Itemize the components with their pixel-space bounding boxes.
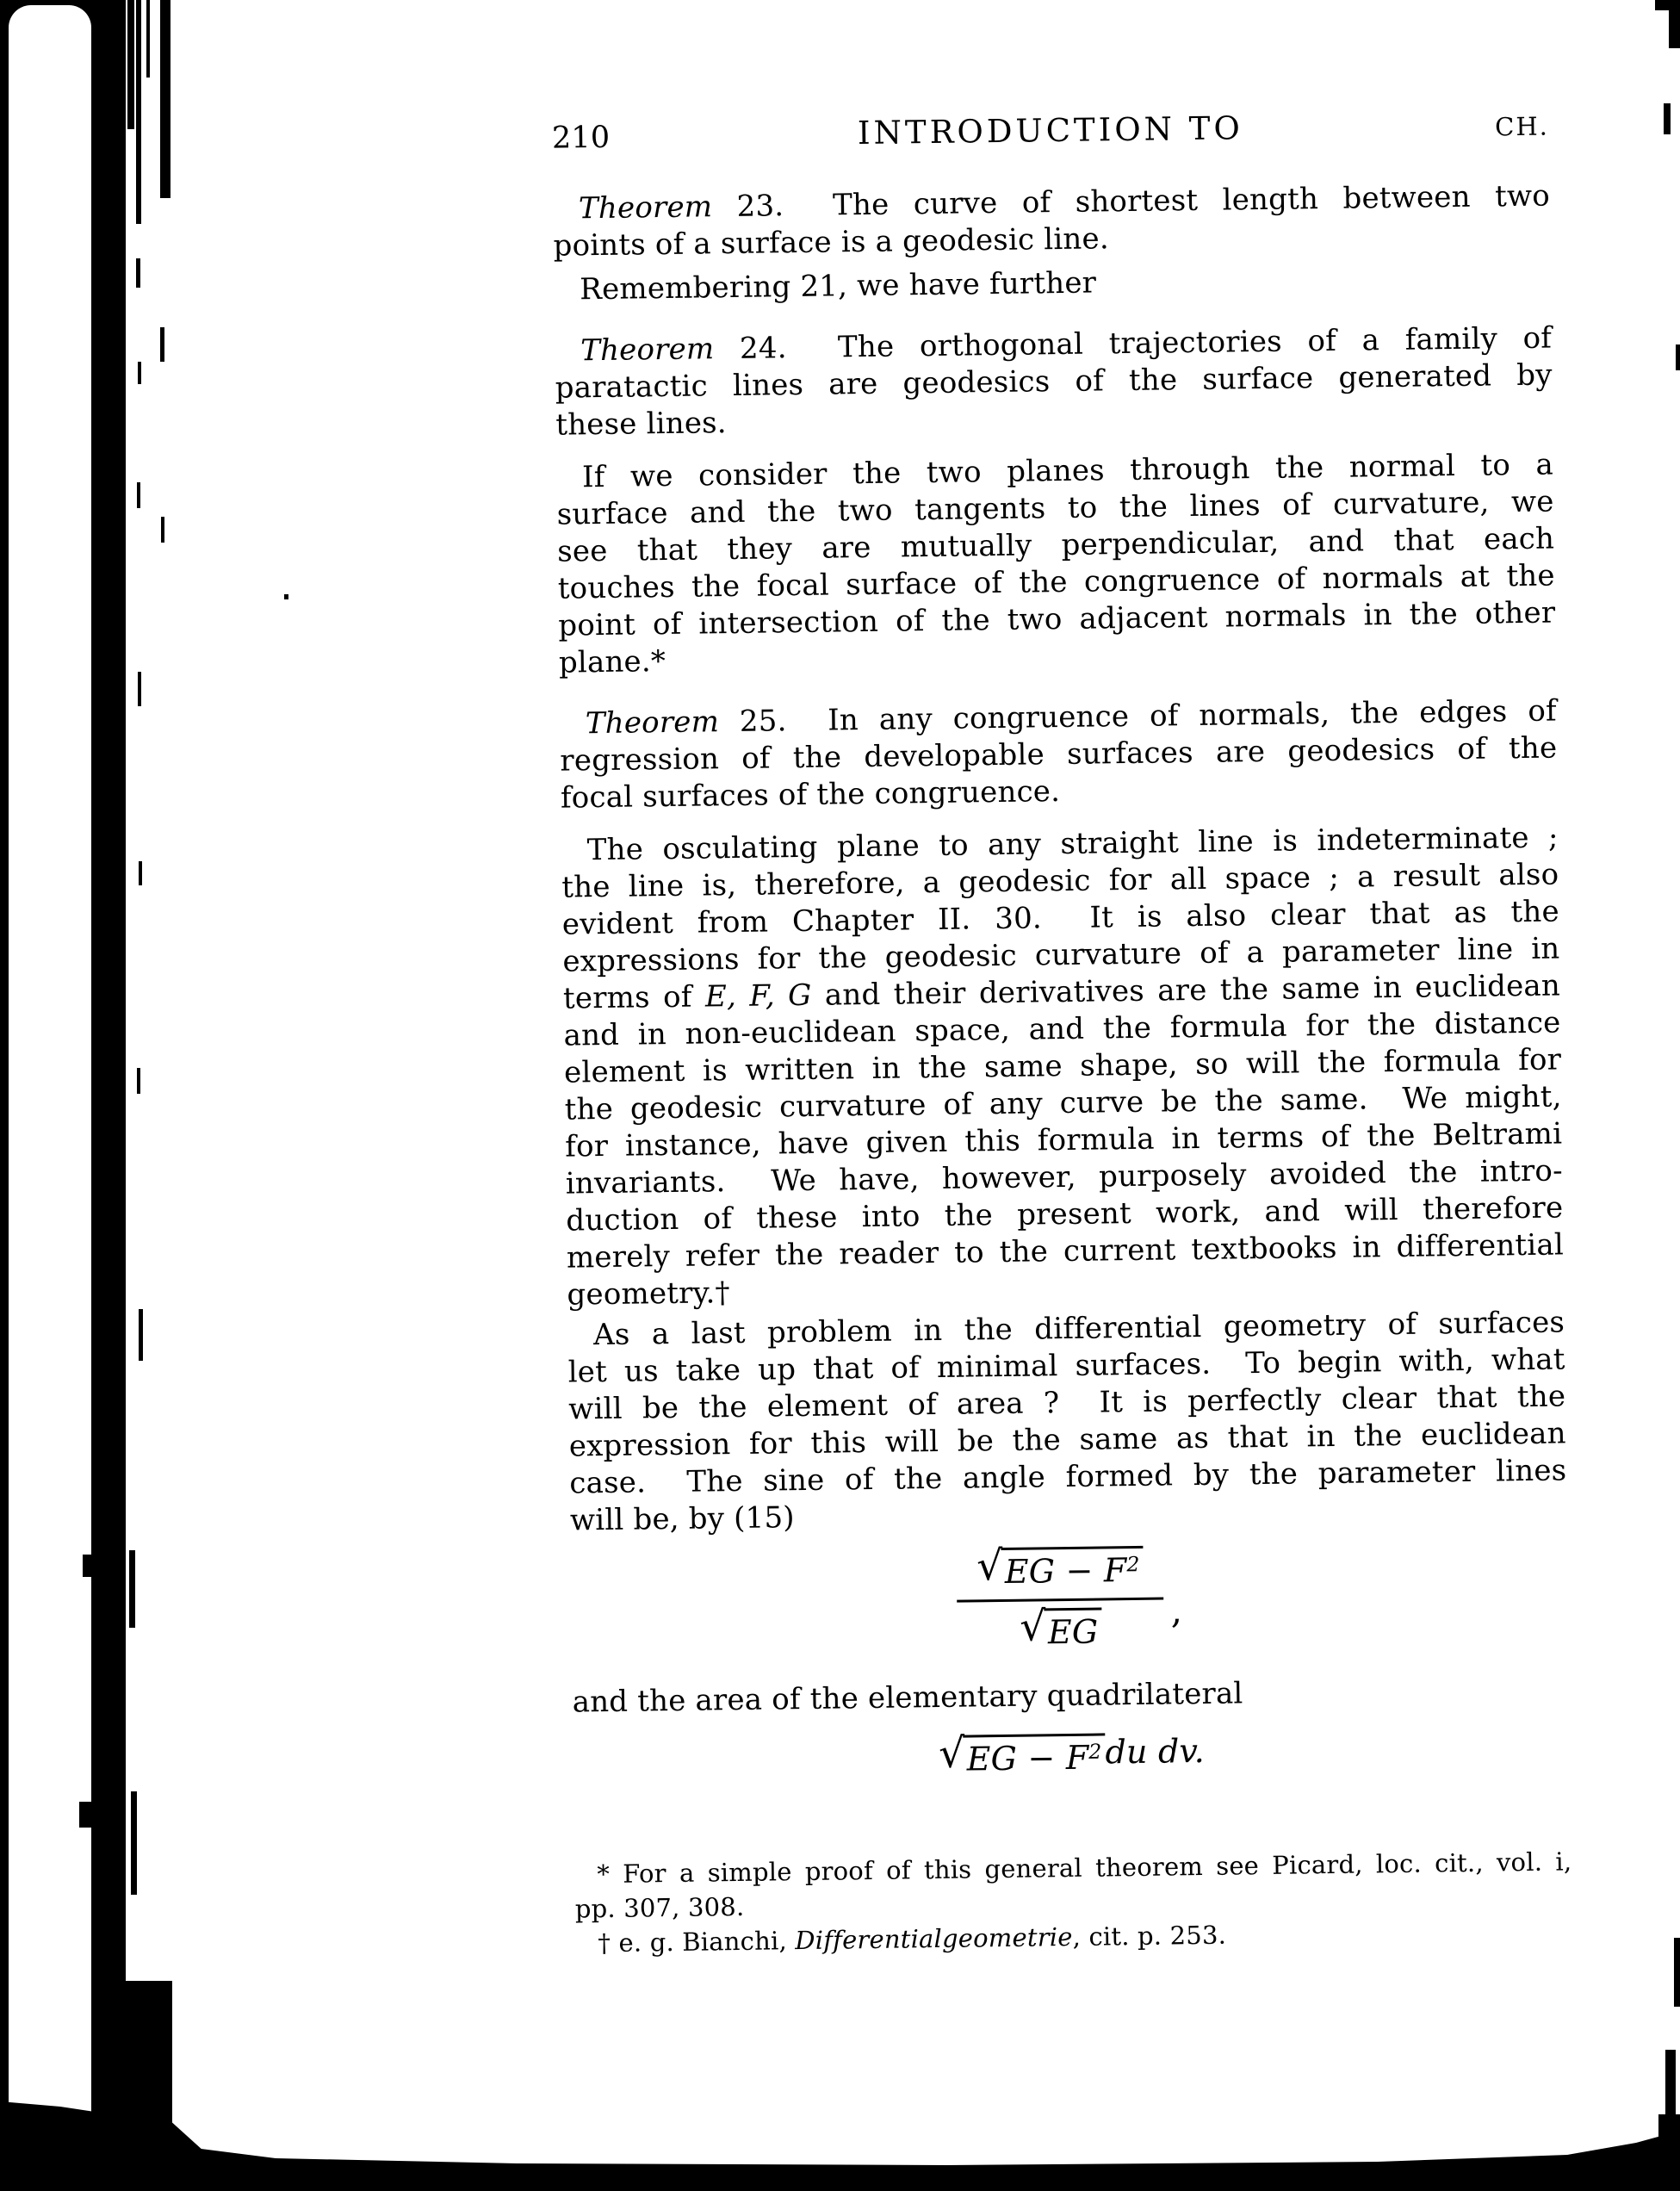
text-line: element is written in the same shape, so will the formula for — [563, 1042, 1562, 1090]
text-line: regression of the developable surfaces are geodesics of the — [560, 730, 1558, 779]
text-line: plane.* — [558, 644, 666, 680]
text-line: focal surfaces of the congruence. — [560, 774, 1061, 816]
text-line: Theorem 25. In any congruence of normals, the edges of — [585, 693, 1558, 742]
text-line: † e. g. Bianchi, Differentialgeometrie, cit. p. 253. — [598, 1920, 1227, 1958]
text-line: duction of these into the present work, and will therefore — [566, 1190, 1564, 1238]
text-line: invariants. We have, however, purposely avoided the intro- — [565, 1153, 1564, 1201]
scan-speck — [1664, 103, 1671, 134]
text-line: surface and the two tangents to the lines of curvature, we — [556, 484, 1554, 532]
radical-sign: √ — [976, 1542, 1004, 1591]
scan-streak — [131, 1791, 137, 1895]
scan-streak — [127, 0, 134, 129]
text-line: and in non-euclidean space, and the formula for the distance — [563, 1005, 1561, 1053]
paragraph-as-last-problem — [567, 1304, 1567, 1539]
scan-bottom-edge — [0, 2101, 1680, 2191]
scan-streak — [139, 1309, 143, 1361]
text-line: these lines. — [555, 406, 728, 443]
text-line: points of a surface is a geodesic line. — [553, 221, 1110, 264]
text-line: and the area of the elementary quadrilateral — [572, 1676, 1243, 1720]
formula-comma: , — [1170, 1588, 1183, 1632]
paragraph-theorem-23 — [553, 178, 1551, 265]
superscript: 2 — [1088, 1739, 1102, 1765]
paragraph-osculating-plane — [561, 819, 1565, 1313]
scan-streak — [137, 1068, 140, 1094]
scan-streak — [160, 0, 170, 198]
scan-left-binding-edge — [0, 0, 126, 2191]
paragraph-if-we-consider — [556, 446, 1556, 681]
paragraph-remembering — [554, 259, 1551, 309]
footnote-picard — [574, 1844, 1572, 1926]
text-line: the line is, therefore, a geodesic for all space ; a result also — [561, 857, 1559, 905]
text-line: point of intersection of the two adjacent normals in the other — [558, 595, 1556, 643]
text-line: let us take up that of minimal surfaces. To begin with, what — [567, 1342, 1565, 1390]
scan-notch — [83, 1555, 95, 1577]
scan-streak — [161, 517, 164, 543]
paragraph-theorem-25 — [560, 692, 1559, 816]
scan-streak — [138, 362, 141, 384]
fraction-bar — [957, 1597, 1163, 1602]
scan-streak — [137, 482, 140, 508]
text-line: The osculating plane to any straight line is indeterminate ; — [586, 820, 1559, 868]
text-line: case. The sine of the angle formed by the parameter lines — [569, 1453, 1567, 1501]
scan-streak — [139, 861, 142, 885]
page-header — [552, 106, 1549, 157]
text-line: pp. 307, 308. — [574, 1891, 745, 1924]
text-line: As a last problem in the differential geometry of surfaces — [592, 1305, 1565, 1353]
paragraph-theorem-24 — [555, 320, 1553, 444]
scan-streak — [136, 0, 141, 224]
scan-streak — [136, 258, 140, 288]
fraction-denominator: √ EG — [1020, 1607, 1102, 1653]
page-content — [552, 106, 1573, 1961]
fraction-numerator: √ EG − $F^2$ — [976, 1546, 1144, 1592]
text-line: Theorem 24. The orthogonal trajectories of a family of — [580, 320, 1553, 369]
text-line: expressions for the geodesic curvature of a parameter line in — [562, 931, 1560, 979]
text-line: expression for this will be the same as that in the euclidean — [568, 1416, 1566, 1464]
text-line: Theorem 23. The curve of shortest length between two — [578, 178, 1551, 227]
scan-speck — [1669, 7, 1680, 48]
text-line: will be the element of area ? It is perfectly clear that the — [568, 1379, 1566, 1427]
text-line: terms of E, F, G and their derivatives are the same in euclidean — [562, 968, 1561, 1016]
radical-sign: √ — [1019, 1602, 1047, 1651]
formula-sine-of-angle — [570, 1540, 1569, 1658]
scan-streak — [129, 1550, 135, 1628]
paragraph-and-the-area — [572, 1672, 1569, 1722]
text-line: * For a simple proof of this general theorem see Picard, loc. cit., vol. i, — [597, 1847, 1572, 1889]
superscript: 2 — [1126, 1552, 1140, 1577]
scan-streak — [138, 672, 141, 706]
radical-expression: √ EG − $F^2$ du dv. — [938, 1729, 1206, 1778]
text-line: see that they are mutually perpendicular, and that each — [556, 521, 1555, 569]
scan-speck — [284, 594, 288, 599]
running-title: INTRODUCTION TO — [857, 109, 1244, 152]
scan-notch — [79, 1802, 95, 1828]
chapter-label: CH. — [1494, 111, 1550, 142]
text-line: touches the focal surface of the congruence of normals at the — [557, 558, 1555, 606]
text-line: paratactic lines are geodesics of the surface generated by — [555, 357, 1553, 406]
text-line: evident from Chapter II. 30. It is also clear that as the — [561, 894, 1560, 942]
text-line: will be, by (15) — [569, 1500, 796, 1538]
page-number: 210 — [551, 120, 611, 156]
text-line: Remembering 21, we have further — [579, 265, 1097, 307]
scan-speck — [1676, 344, 1680, 370]
scan-streak — [146, 0, 150, 78]
scan-speck — [1674, 1938, 1680, 2007]
text-line: for instance, have given this formula in terms of the Beltrami — [565, 1116, 1563, 1164]
scan-streak — [160, 327, 164, 362]
text-line: the geodesic curvature of any curve be the same. We might, — [564, 1079, 1562, 1127]
fraction — [957, 1542, 1165, 1654]
text-line: merely refer the reader to the current textbooks in differential — [566, 1227, 1565, 1275]
radical-sign: √ — [938, 1729, 965, 1778]
text-line: geometry.† — [567, 1275, 730, 1313]
differentials: du dv. — [1105, 1732, 1206, 1772]
formula-area-element — [573, 1728, 1571, 1785]
text-line: If we consider the two planes through the normal to a — [581, 447, 1554, 495]
footnotes — [574, 1844, 1572, 1960]
